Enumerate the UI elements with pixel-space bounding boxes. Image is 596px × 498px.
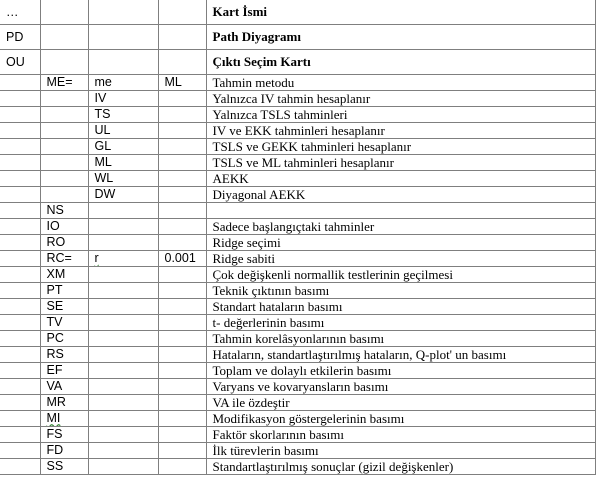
code-cell-c1 bbox=[0, 379, 40, 395]
description-cell bbox=[206, 331, 595, 347]
code-text: 0.001 bbox=[164, 251, 196, 265]
code-cell-c2 bbox=[40, 299, 88, 315]
code-cell-c2 bbox=[40, 459, 88, 475]
code-cell-c2 bbox=[40, 91, 88, 107]
code-cell-c2 bbox=[40, 107, 88, 123]
code-cell-c1 bbox=[0, 25, 40, 50]
description-cell bbox=[206, 299, 595, 315]
code-cell-c3 bbox=[88, 283, 158, 299]
code-text: FS bbox=[46, 427, 63, 441]
code-cell-c2 bbox=[40, 50, 88, 75]
code-cell-c4 bbox=[158, 91, 206, 107]
code-text: EF bbox=[46, 363, 63, 377]
code-cell-c1 bbox=[0, 299, 40, 315]
code-cell-c1 bbox=[0, 139, 40, 155]
code-text: PD bbox=[6, 30, 24, 44]
code-cell-c2 bbox=[40, 427, 88, 443]
table-row bbox=[0, 379, 595, 395]
description-cell bbox=[206, 283, 595, 299]
code-cell-c3 bbox=[88, 427, 158, 443]
description-text: Hataların, standartlaştırılmış hataların, Q-plot' un basımı bbox=[212, 347, 507, 362]
code-cell-c4 bbox=[158, 235, 206, 251]
code-cell-c3 bbox=[88, 107, 158, 123]
code-cell-c2 bbox=[40, 379, 88, 395]
description-text: VA ile özdeştir bbox=[212, 395, 290, 410]
code-cell-c3 bbox=[88, 75, 158, 91]
table-row bbox=[0, 443, 595, 459]
code-text: RS bbox=[46, 347, 64, 361]
code-cell-c2 bbox=[40, 139, 88, 155]
code-cell-c1 bbox=[0, 0, 40, 25]
code-cell-c4 bbox=[158, 443, 206, 459]
code-cell-c4 bbox=[158, 395, 206, 411]
code-cell-c3 bbox=[88, 347, 158, 363]
code-cell-c1 bbox=[0, 235, 40, 251]
code-cell-c1 bbox=[0, 219, 40, 235]
code-cell-c2 bbox=[40, 203, 88, 219]
table-row bbox=[0, 395, 595, 411]
code-cell-c3 bbox=[88, 267, 158, 283]
table-row bbox=[0, 25, 595, 50]
code-cell-c2 bbox=[40, 0, 88, 25]
description-cell bbox=[206, 251, 595, 267]
code-text: … bbox=[6, 5, 19, 19]
description-text: Standartlaştırılmış sonuçlar (gizil değişkenler) bbox=[212, 459, 454, 474]
description-cell bbox=[206, 443, 595, 459]
code-cell-c1 bbox=[0, 171, 40, 187]
code-cell-c2 bbox=[40, 331, 88, 347]
description-text: Kart İsmi bbox=[212, 4, 268, 19]
code-cell-c2 bbox=[40, 75, 88, 91]
code-text: VA bbox=[46, 379, 63, 393]
table-row bbox=[0, 107, 595, 123]
code-cell-c3 bbox=[88, 187, 158, 203]
code-cell-c3 bbox=[88, 379, 158, 395]
code-cell-c4 bbox=[158, 171, 206, 187]
code-cell-c4 bbox=[158, 50, 206, 75]
code-cell-c4 bbox=[158, 459, 206, 475]
code-cell-c1 bbox=[0, 283, 40, 299]
code-cell-c4 bbox=[158, 123, 206, 139]
code-cell-c1 bbox=[0, 267, 40, 283]
description-cell bbox=[206, 50, 595, 75]
description-cell bbox=[206, 203, 595, 219]
table-row bbox=[0, 331, 595, 347]
description-text: Sadece başlangıçtaki tahminler bbox=[212, 219, 375, 234]
table-row bbox=[0, 155, 595, 171]
code-cell-c1 bbox=[0, 50, 40, 75]
code-cell-c3 bbox=[88, 203, 158, 219]
code-cell-c4 bbox=[158, 411, 206, 427]
table-row bbox=[0, 139, 595, 155]
description-cell bbox=[206, 139, 595, 155]
code-cell-c3 bbox=[88, 251, 158, 267]
description-text: Tahmin metodu bbox=[212, 75, 295, 90]
code-cell-c4 bbox=[158, 219, 206, 235]
table-row bbox=[0, 363, 595, 379]
code-text: IV bbox=[94, 91, 107, 105]
code-cell-c1 bbox=[0, 427, 40, 443]
table-row bbox=[0, 315, 595, 331]
code-text: TV bbox=[46, 315, 63, 329]
code-cell-c1 bbox=[0, 155, 40, 171]
code-cell-c2 bbox=[40, 315, 88, 331]
description-text: t- değerlerinin basımı bbox=[212, 315, 325, 330]
description-cell bbox=[206, 427, 595, 443]
code-cell-c3 bbox=[88, 139, 158, 155]
description-text: TSLS ve ML tahminleri hesaplanır bbox=[212, 155, 394, 170]
table-row bbox=[0, 459, 595, 475]
code-text: PC bbox=[46, 331, 64, 345]
description-cell bbox=[206, 459, 595, 475]
code-cell-c1 bbox=[0, 347, 40, 363]
code-cell-c1 bbox=[0, 187, 40, 203]
table-row bbox=[0, 123, 595, 139]
description-cell bbox=[206, 235, 595, 251]
code-cell-c4 bbox=[158, 203, 206, 219]
code-text: UL bbox=[94, 123, 111, 137]
code-cell-c3 bbox=[88, 91, 158, 107]
code-cell-c2 bbox=[40, 171, 88, 187]
table-row bbox=[0, 0, 595, 25]
table-row bbox=[0, 251, 595, 267]
description-cell bbox=[206, 91, 595, 107]
code-cell-c4 bbox=[158, 427, 206, 443]
code-text: r bbox=[94, 251, 99, 265]
code-cell-c2 bbox=[40, 235, 88, 251]
description-cell bbox=[206, 219, 595, 235]
code-text: WL bbox=[94, 171, 114, 185]
code-cell-c4 bbox=[158, 299, 206, 315]
code-cell-c3 bbox=[88, 155, 158, 171]
code-text: SE bbox=[46, 299, 64, 313]
table-row bbox=[0, 283, 595, 299]
description-text: Ridge seçimi bbox=[212, 235, 281, 250]
code-text: GL bbox=[94, 139, 112, 153]
table-row bbox=[0, 50, 595, 75]
description-cell bbox=[206, 315, 595, 331]
description-text: Modifikasyon göstergelerinin basımı bbox=[212, 411, 405, 426]
description-text: Standart hataların basımı bbox=[212, 299, 343, 314]
code-text: MR bbox=[46, 395, 66, 409]
description-cell bbox=[206, 171, 595, 187]
table-row bbox=[0, 91, 595, 107]
code-cell-c3 bbox=[88, 443, 158, 459]
code-cell-c4 bbox=[158, 251, 206, 267]
code-cell-c1 bbox=[0, 459, 40, 475]
description-cell bbox=[206, 155, 595, 171]
description-text: Yalnızca IV tahmin hesaplanır bbox=[212, 91, 371, 106]
code-cell-c4 bbox=[158, 363, 206, 379]
code-cell-c4 bbox=[158, 267, 206, 283]
code-cell-c4 bbox=[158, 187, 206, 203]
code-text: IO bbox=[46, 219, 60, 233]
description-cell bbox=[206, 107, 595, 123]
description-text: Diyagonal AEKK bbox=[212, 187, 306, 202]
code-cell-c1 bbox=[0, 107, 40, 123]
table-row bbox=[0, 427, 595, 443]
table-row bbox=[0, 299, 595, 315]
code-cell-c4 bbox=[158, 331, 206, 347]
code-cell-c2 bbox=[40, 123, 88, 139]
code-cell-c3 bbox=[88, 459, 158, 475]
table-row bbox=[0, 411, 595, 427]
code-cell-c1 bbox=[0, 203, 40, 219]
code-cell-c3 bbox=[88, 25, 158, 50]
code-text: ME= bbox=[46, 75, 73, 89]
code-cell-c1 bbox=[0, 411, 40, 427]
description-text: Yalnızca TSLS tahminleri bbox=[212, 107, 348, 122]
table-row bbox=[0, 203, 595, 219]
code-cell-c2 bbox=[40, 251, 88, 267]
description-cell bbox=[206, 363, 595, 379]
code-text: ML bbox=[164, 75, 182, 89]
code-cell-c4 bbox=[158, 379, 206, 395]
code-cell-c2 bbox=[40, 283, 88, 299]
code-text: FD bbox=[46, 443, 64, 457]
code-text: RC= bbox=[46, 251, 72, 265]
description-text: AEKK bbox=[212, 171, 249, 186]
description-text: Faktör skorlarının basımı bbox=[212, 427, 344, 442]
code-text: ML bbox=[94, 155, 112, 169]
code-text: SS bbox=[46, 459, 64, 473]
code-cell-c3 bbox=[88, 123, 158, 139]
code-cell-c1 bbox=[0, 443, 40, 459]
code-cell-c1 bbox=[0, 363, 40, 379]
code-cell-c2 bbox=[40, 363, 88, 379]
code-cell-c1 bbox=[0, 75, 40, 91]
table-row bbox=[0, 75, 595, 91]
description-cell bbox=[206, 123, 595, 139]
code-cell-c2 bbox=[40, 267, 88, 283]
code-cell-c4 bbox=[158, 0, 206, 25]
code-cell-c3 bbox=[88, 411, 158, 427]
code-cell-c2 bbox=[40, 155, 88, 171]
code-cell-c4 bbox=[158, 25, 206, 50]
code-cell-c3 bbox=[88, 235, 158, 251]
code-cell-c1 bbox=[0, 91, 40, 107]
table-row bbox=[0, 219, 595, 235]
description-cell bbox=[206, 25, 595, 50]
description-text: Teknik çıktının basımı bbox=[212, 283, 330, 298]
code-cell-c2 bbox=[40, 347, 88, 363]
description-text: Çıktı Seçim Kartı bbox=[212, 54, 311, 69]
description-text: Toplam ve dolaylı etkilerin basımı bbox=[212, 363, 392, 378]
code-text: OU bbox=[6, 55, 25, 69]
code-cell-c3 bbox=[88, 219, 158, 235]
code-cell-c4 bbox=[158, 75, 206, 91]
code-cell-c4 bbox=[158, 315, 206, 331]
description-text: İlk türevlerin basımı bbox=[212, 443, 319, 458]
code-cell-c2 bbox=[40, 411, 88, 427]
code-cell-c3 bbox=[88, 0, 158, 25]
code-cell-c2 bbox=[40, 443, 88, 459]
code-cell-c1 bbox=[0, 395, 40, 411]
table-row bbox=[0, 187, 595, 203]
code-cell-c4 bbox=[158, 155, 206, 171]
code-cell-c4 bbox=[158, 107, 206, 123]
code-cell-c3 bbox=[88, 331, 158, 347]
description-cell bbox=[206, 395, 595, 411]
description-cell bbox=[206, 379, 595, 395]
code-cell-c2 bbox=[40, 25, 88, 50]
description-text: IV ve EKK tahminleri hesaplanır bbox=[212, 123, 385, 138]
code-text: XM bbox=[46, 267, 66, 281]
code-cell-c4 bbox=[158, 283, 206, 299]
code-text: RO bbox=[46, 235, 66, 249]
description-text: Varyans ve kovaryansların basımı bbox=[212, 379, 389, 394]
code-cell-c2 bbox=[40, 219, 88, 235]
table-row bbox=[0, 235, 595, 251]
description-cell bbox=[206, 347, 595, 363]
code-text: NS bbox=[46, 203, 64, 217]
code-cell-c1 bbox=[0, 315, 40, 331]
code-cell-c3 bbox=[88, 315, 158, 331]
code-text: MI bbox=[46, 411, 61, 425]
code-cell-c1 bbox=[0, 251, 40, 267]
description-cell bbox=[206, 411, 595, 427]
code-cell-c3 bbox=[88, 171, 158, 187]
code-cell-c3 bbox=[88, 363, 158, 379]
code-text: PT bbox=[46, 283, 63, 297]
description-cell bbox=[206, 187, 595, 203]
code-cell-c3 bbox=[88, 299, 158, 315]
code-cell-c1 bbox=[0, 123, 40, 139]
table-row bbox=[0, 171, 595, 187]
code-cell-c4 bbox=[158, 347, 206, 363]
code-cell-c4 bbox=[158, 139, 206, 155]
description-cell bbox=[206, 75, 595, 91]
description-cell bbox=[206, 267, 595, 283]
code-cell-c2 bbox=[40, 395, 88, 411]
description-text: Path Diyagramı bbox=[212, 29, 301, 44]
description-text: TSLS ve GEKK tahminleri hesaplanır bbox=[212, 139, 412, 154]
table-row bbox=[0, 267, 595, 283]
description-text: Tahmin korelâsyonlarının basımı bbox=[212, 331, 385, 346]
description-cell bbox=[206, 0, 595, 25]
code-text: me bbox=[94, 75, 112, 89]
code-cell-c3 bbox=[88, 395, 158, 411]
code-cell-c3 bbox=[88, 50, 158, 75]
description-text: Ridge sabiti bbox=[212, 251, 275, 266]
description-text: Çok değişkenli normallik testlerinin geçilmesi bbox=[212, 267, 453, 282]
code-cell-c2 bbox=[40, 187, 88, 203]
code-text: TS bbox=[94, 107, 111, 121]
code-cell-c1 bbox=[0, 331, 40, 347]
table-row bbox=[0, 347, 595, 363]
code-text: DW bbox=[94, 187, 116, 201]
